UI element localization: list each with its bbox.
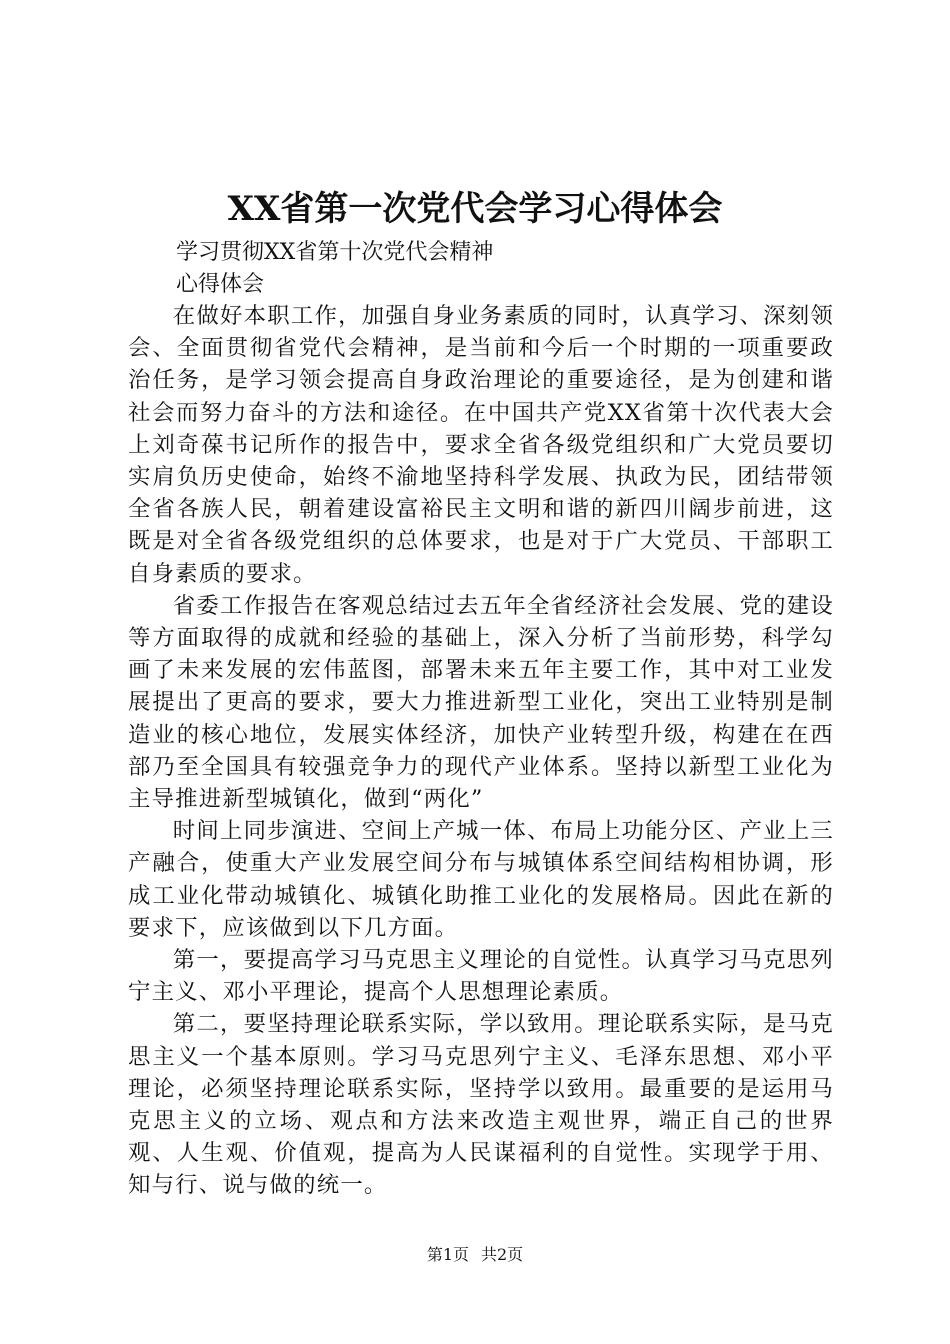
subtitle-line-2: 心得体会 <box>176 272 265 297</box>
paragraph-2: 省委工作报告在客观总结过去五年全省经济社会发展、党的建设等方面取得的成就和经验的基础上，深入分析了当前形势，科学勾画了未来发展的宏伟蓝图，部署未来五年主要工作，其中对工业发展提出了更高的要求，要大力推进新型工业化，突出工业特别是制造业的核心地位，发展实体经济，加快产业转型升级，构建在在西部乃至全国具有较强竞争力的现代产业体系。坚持以新型工业化为主导推进新型城镇化，做到“两化” <box>128 592 834 813</box>
paragraph-3: 时间上同步演进、空间上产城一体、布局上功能分区、产业上三产融合，使重大产业发展空间分布与城镇体系空间结构相协调，形成工业化带动城镇化、城镇化助推工业化的发展格局。因此在新的要求下，应该做到以下几方面。 <box>128 818 834 941</box>
subtitle-line-1: 学习贯彻XX省第十次党代会精神 <box>176 240 494 265</box>
document-title: XX省第一次党代会学习心得体会 <box>227 189 723 229</box>
page-number-current: 第1页 <box>426 1245 469 1264</box>
page-footer <box>0 1244 950 1266</box>
paragraph-1: 在做好本职工作，加强自身业务素质的同时，认真学习、深刻领会、全面贯彻省党代会精神，是当前和今后一个时期的一项重要政治任务，是学习领会提高自身政治理论的重要途径，是为创建和谐社会而努力奋斗的方法和途径。在中国共产党XX省第十次代表大会上刘奇葆书记所作的报告中，要求全省各级党组织和广大党员要切实肩负历史使命，始终不渝地坚持科学发展、执政为民，团结带领全省各族人民，朝着建设富裕民主文明和谐的新四川阔步前进，这既是对全省各级党组织的总体要求，也是对于广大党员、干部职工自身素质的要求。 <box>128 303 834 587</box>
document-body <box>128 300 834 1202</box>
page-number-total: 共2页 <box>481 1245 524 1264</box>
paragraph-4: 第一，要提高学习马克思主义理论的自觉性。认真学习马克思列宁主义、邓小平理论，提高个人思想理论素质。 <box>128 947 834 1006</box>
paragraph-5: 第二，要坚持理论联系实际，学以致用。理论联系实际，是马克思主义一个基本原则。学习马克思列宁主义、毛泽东思想、邓小平理论，必须坚持理论联系实际，坚持学以致用。最重要的是运用马克思主义的立场、观点和方法来改造主观世界，端正自己的世界观、人生观、价值观，提高为人民谋福利的自觉性。实现学于用、知与行、说与做的统一。 <box>128 1011 834 1199</box>
